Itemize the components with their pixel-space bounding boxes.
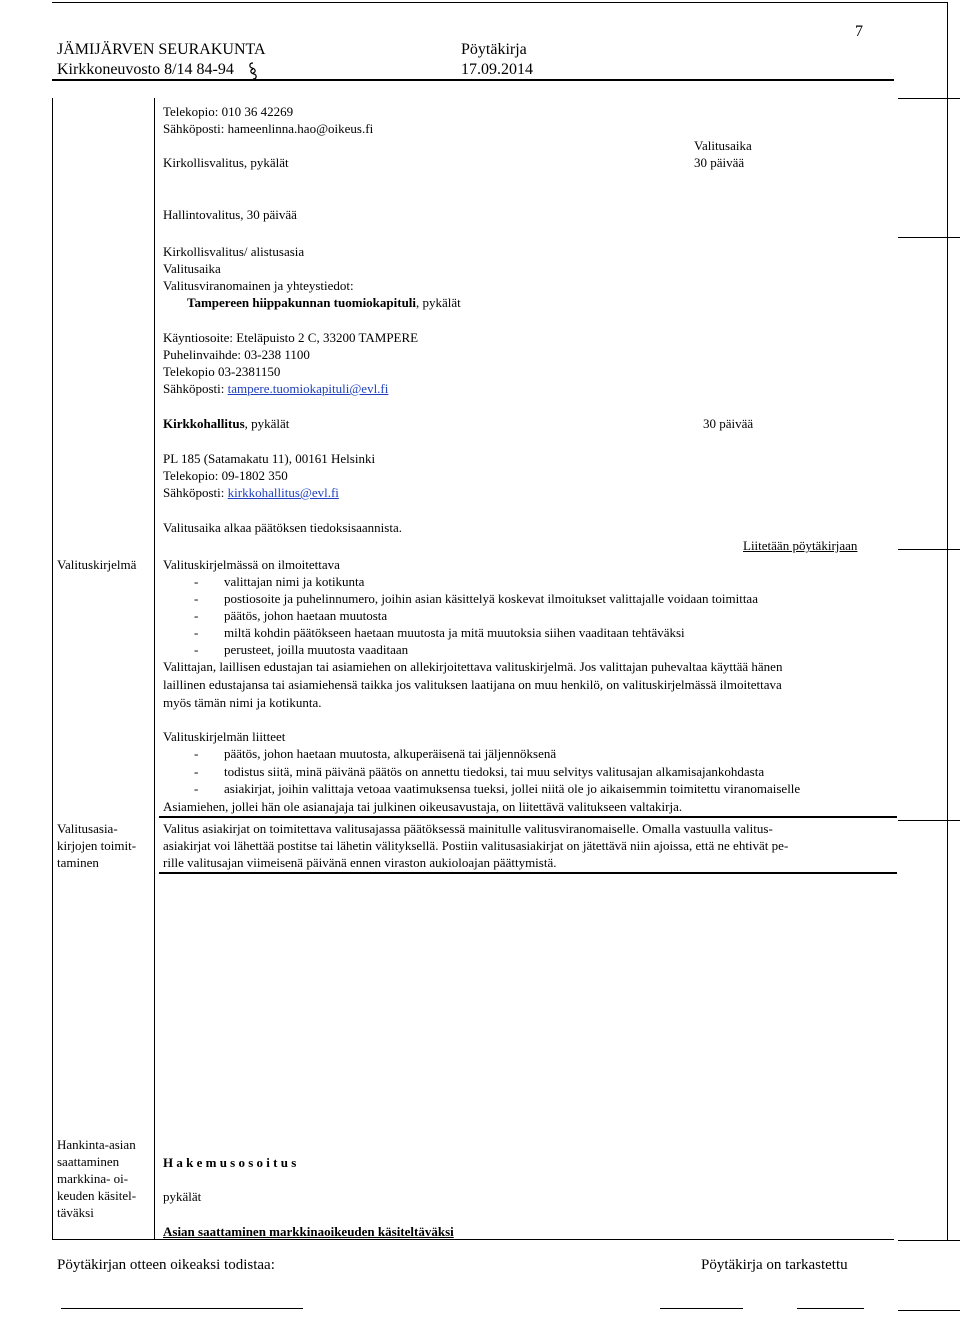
kirkkohallitus-email [163,484,339,501]
kapituli-email-label: Sähköposti: [163,381,228,396]
hao-fax: Telekopio: 010 36 42269 [163,104,294,119]
toimittaminen-line-1: Valitus asiakirjat on toimitettava valitusajassa päätöksessä mainitulle valitusviranomaiselle. Omalla vastuulla valitus- [163,821,773,836]
toimittaminen-side-3: taminen [57,855,99,870]
kirkkohallitus-time: 30 päivää [703,416,754,431]
org-name: JÄMIJÄRVEN SEURAKUNTA [57,41,266,58]
hankinta-side-1: Hankinta-asian [57,1137,136,1152]
kapituli-valitusaika: Valitusaika [163,261,221,276]
toimittaminen-top-line [159,816,897,818]
tick-4 [898,820,960,821]
footer-checked: Pöytäkirja on tarkastettu [701,1257,848,1273]
kirkollisvalitus-label: Kirkollisvalitus, pykälät [163,155,289,170]
toimittaminen-side-2: kirjojen toimit- [57,838,137,853]
toimittaminen-line-2: asiakirjat voi lähettää postitse tai lähetin välityksellä. Postiin valitusasiakirjat on jätettävä niin ajoissa, että ne ehtivät pe- [163,838,789,853]
hankinta-side-5: täväksi [57,1205,94,1220]
tick-3 [898,549,960,550]
valituskirjelma-para-1: Valittajan, laillisen edustajan tai asiamiehen on allekirjoitettava valituskirjelmä. Jos valittajan puhevaltaa käyttää hänen [163,659,783,674]
valituskirjelma-side-label: Valituskirjelmä [57,557,137,572]
kirkkohallitus-fax: Telekopio: 09-1802 350 [163,468,288,483]
signature-line-1 [61,1308,303,1309]
footer-certified: Pöytäkirjan otteen oikeaksi todistaa: [57,1257,275,1273]
liitteet-title: Valituskirjelmän liitteet [163,729,286,744]
kirkkohallitus-name: Kirkkohallitus [163,416,245,431]
valitusaika-note: Valitusaika alkaa päätöksen tiedoksisaannista. [163,520,402,535]
frame-top-line [52,2,948,3]
kirkkohallitus-address: PL 185 (Satamakatu 11), 00161 Helsinki [163,451,376,466]
frame-right-line [947,2,948,1240]
hankinta-side-3: markkina- oi- [57,1171,129,1186]
kirkollisvalitus-time: 30 päivää [694,155,745,170]
valituskirjelma-para-3: myös tämän nimi ja kotikunta. [163,695,322,710]
valitusviranomainen-label: Valitusviranomainen ja yhteystiedot: [163,278,354,293]
hankinta-side-4: keuden käsitel- [57,1188,137,1203]
kirkkohallitus-pykalat: , pykälät [244,416,290,431]
tick-5 [898,1240,960,1241]
meeting-date: 17.09.2014 [461,61,533,78]
toimittaminen-bottom-line [159,872,897,874]
body-reference: Kirkkoneuvosto 8/14 84-94 [57,61,234,78]
tick-1 [898,98,960,99]
hankinta-side-2: saattaminen [57,1154,120,1169]
asiamies-line: Asiamiehen, jollei hän ole asianajaja tai julkinen oikeusavustaja, on liitettävä valitukseen valtakirja. [163,799,683,814]
kirkkohallitus-label [163,415,289,432]
liitetaan-label: Liitetään pöytäkirjaan [743,538,858,553]
valitusaika-label: Valitusaika [694,138,752,153]
doc-type: Pöytäkirja [461,41,527,58]
kapituli-authority [187,294,461,311]
kapituli-name: Tampereen hiippakunnan tuomiokapituli [187,295,417,310]
signature-line-3 [797,1308,864,1309]
hallintovalitus-label: Hallintovalitus, 30 päivää [163,207,297,222]
valituskirjelma-para-2: laillinen edustajansa tai asiamiehensä taikka jos valituksen laatijana on muu henkilö, on valituskirjelmässä ilmoitettava [163,677,782,692]
signature-line-2 [660,1308,743,1309]
hakemusosoitus-title: H a k e m u s o s o i t u s [163,1155,297,1170]
kapituli-email-link[interactable]: tampere.tuomiokapituli@evl.fi [227,381,389,396]
margin-left-line [52,98,53,1240]
kapituli-email [163,380,388,397]
kapituli-phone: Puhelinvaihde: 03-238 1100 [163,347,310,362]
toimittaminen-side-1: Valitusasia- [57,821,118,836]
tick-6 [898,1310,960,1311]
toimittaminen-line-3: rille valitusajan viimeisenä päivänä ennen viraston aukioloajan päättymistä. [163,855,557,870]
kapituli-address: Käyntiosoite: Eteläpuisto 2 C, 33200 TAMPERE [163,330,419,345]
tick-2 [898,237,960,238]
paragraph-mark-icon [247,62,259,80]
valituskirjelma-intro: Valituskirjelmässä on ilmoitettava [163,557,340,572]
kapituli-pykalat: , pykälät [416,295,461,310]
kirkkohallitus-email-link[interactable]: kirkkohallitus@evl.fi [227,485,339,500]
page-number: 7 [855,23,863,40]
alistusasia-label: Kirkollisvalitus/ alistusasia [163,244,305,259]
kapituli-fax: Telekopio 03-2381150 [163,364,281,379]
hao-email: Sähköposti: hameenlinna.hao@oikeus.fi [163,121,374,136]
kirkkohallitus-email-label: Sähköposti: [163,485,228,500]
hankinta-subtitle: Asian saattaminen markkinaoikeuden käsiteltäväksi [163,1224,454,1239]
content-left-line [154,98,155,1240]
hankinta-pykalat: pykälät [163,1189,202,1204]
